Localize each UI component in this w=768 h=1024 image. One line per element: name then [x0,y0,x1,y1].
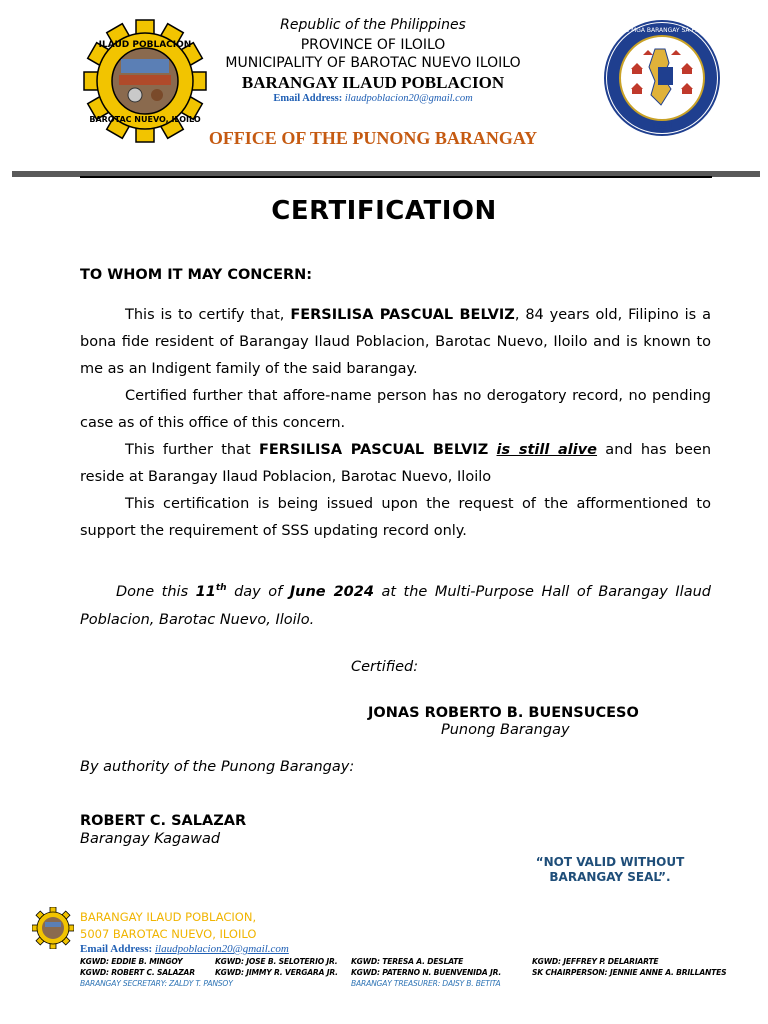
done-start: Done this [116,583,196,600]
authority-line: By authority of the Punong Barangay: [80,759,355,775]
province-line: PROVINCE OF ILOILO [300,37,446,53]
footer-official-5: KGWD: ROBERT C. SALAZAR [80,968,195,977]
paragraph-4 [80,491,711,545]
svg-text:BAROTAC NUEVO, ILOILO: BAROTAC NUEVO, ILOILO [89,115,201,124]
done-day: 11 [195,583,216,600]
paragraph-3 [80,437,711,491]
done-paragraph [80,574,711,634]
person-name-2: FERSILISA PASCUAL BELVIZ [258,442,489,458]
svg-text:ILAUD POBLACION: ILAUD POBLACION [98,40,192,50]
still-alive-text: is still alive [496,442,598,458]
office-title: OFFICE OF THE PUNONG BARANGAY [208,128,538,148]
header-email [0,93,757,104]
footer-official-6: KGWD: JIMMY R. VERGARA JR. [215,968,338,977]
not-valid-line-2: BARANGAY SEAL”. [549,870,671,884]
p4-text: This certification is being issued upon the request of the afformentioned to support the requirement of SSS updating record only. [80,496,711,539]
done-mid: day of [226,583,290,600]
footer-email-label: Email Address: [80,943,155,955]
barangay-name: BARANGAY ILAUD POBLACION [241,73,505,92]
footer-official-8: SK CHAIRPERSON: JENNIE ANNE A. BRILLANTES [532,968,727,977]
p3-start: This further that [125,442,259,458]
header-email-label: Email Address: [273,93,343,104]
footer-secretary: BARANGAY SECRETARY: ZALDY T. PANSOY [80,979,233,988]
not-valid-line-1: “NOT VALID WITHOUT [535,855,685,869]
footer-address: 5007 BAROTAC NUEVO, ILOILO [80,927,257,941]
person-name: FERSILISA PASCUAL BELVIZ [290,307,515,323]
footer-official-1: KGWD: EDDIE B. MINGOY [80,957,183,966]
svg-text:LIGA NG MGA BARANGAY SA PILIPI: LIGA NG MGA BARANGAY SA PILIPINAS [604,27,720,34]
done-month: June 2024 [289,583,374,600]
header-email-address: ilaudpoblacion20@gmail.com [344,93,473,104]
kagawad-name: ROBERT C. SALAZAR [80,813,247,829]
footer-email [80,943,289,955]
header-divider-thin [80,176,712,178]
footer-barangay: BARANGAY ILAUD POBLACION, [80,910,257,924]
svg-text:1991: 1991 [650,121,674,131]
footer-official-2: KGWD: JOSE B. SELOTERIO JR. [215,957,338,966]
done-end: at the Multi-Purpose Hall of Barangay Ilaud Poblacion, Barotac Nuevo, Iloilo. [80,583,711,628]
p2-text: Certified further that affore-name person has no derogatory record, no pending case as of this office of this concern. [80,388,711,431]
p1-end: , 84 years old, Filipino is a bona fide resident of Barangay Ilaud Poblacion, Barotac Nuevo, Iloilo and is known to me as an Indigent family of the said barangay. [80,307,712,377]
paragraph-1 [80,302,711,383]
salutation: TO WHOM IT MAY CONCERN: [80,267,313,283]
not-valid-notice [500,855,720,885]
document-title: CERTIFICATION [271,196,497,226]
done-day-suffix: th [215,583,227,593]
republic-line: Republic of the Philippines [280,17,466,33]
punong-barangay-name: JONAS ROBERTO B. BUENSUCESO [368,705,639,721]
footer-email-link[interactable]: ilaudpoblacion20@gmail.com [154,943,289,955]
certified-label: Certified: [351,659,419,675]
p3-end: and has been reside at Barangay Ilaud Poblacion, Barotac Nuevo, Iloilo [80,442,712,485]
kagawad-title: Barangay Kagawad [80,831,221,847]
punong-barangay-title: Punong Barangay [441,722,570,738]
footer-official-7: KGWD: PATERNO N. BUENVENIDA JR. [351,968,502,977]
footer-official-3: KGWD: TERESA A. DESLATE [351,957,464,966]
footer-seal-logo [32,907,74,949]
p1-start: This is to certify that, [125,307,291,323]
paragraph-2 [80,383,711,437]
municipality-line: MUNICIPALITY OF BAROTAC NUEVO ILOILO [225,55,521,71]
footer-treasurer: BARANGAY TREASURER: DAISY B. BETITA [351,979,501,988]
footer-official-4: KGWD: JEFFREY P. DELARIARTE [532,957,659,966]
